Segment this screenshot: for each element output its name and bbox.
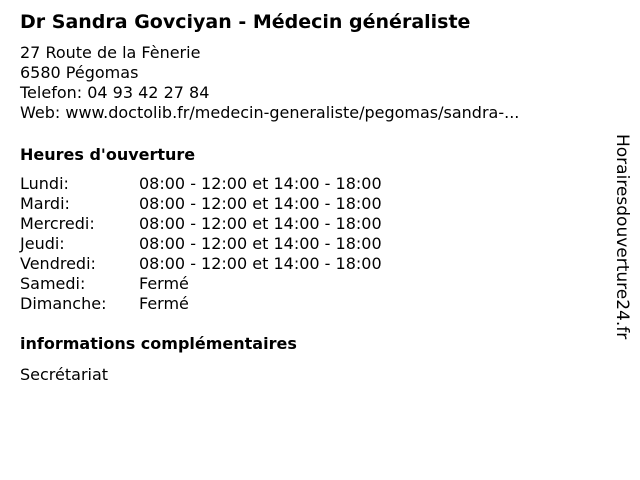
time-value: 08:00 - 12:00 et 14:00 - 18:00 (139, 234, 382, 253)
day-label: Samedi: (20, 274, 86, 293)
phone-number: Telefon: 04 93 42 27 84 (20, 83, 210, 102)
time-value: 08:00 - 12:00 et 14:00 - 18:00 (139, 214, 382, 233)
time-value: Fermé (139, 294, 189, 313)
day-label: Mercredi: (20, 214, 95, 233)
additional-info-heading: informations complémentaires (20, 334, 297, 353)
day-label: Vendredi: (20, 254, 96, 273)
time-value: 08:00 - 12:00 et 14:00 - 18:00 (139, 194, 382, 213)
contact-info (20, 43, 519, 123)
time-value: 08:00 - 12:00 et 14:00 - 18:00 (139, 254, 382, 273)
time-value: Fermé (139, 274, 189, 293)
opening-hours-heading: Heures d'ouverture (20, 145, 196, 164)
day-label: Lundi: (20, 174, 69, 193)
address-street: 27 Route de la Fènerie (20, 43, 201, 62)
site-watermark: Horairesdouverture24.fr (612, 134, 632, 340)
page-title: Dr Sandra Govciyan - Médecin généraliste (20, 11, 471, 33)
time-value: 08:00 - 12:00 et 14:00 - 18:00 (139, 174, 382, 193)
day-label: Dimanche: (20, 294, 107, 313)
website-link[interactable]: Web: www.doctolib.fr/medecin-generaliste/pegomas/sandra-... (20, 103, 520, 122)
address-city: 6580 Pégomas (20, 63, 139, 82)
day-label: Jeudi: (20, 234, 65, 253)
day-label: Mardi: (20, 194, 70, 213)
additional-info-text: Secrétariat (20, 365, 109, 384)
